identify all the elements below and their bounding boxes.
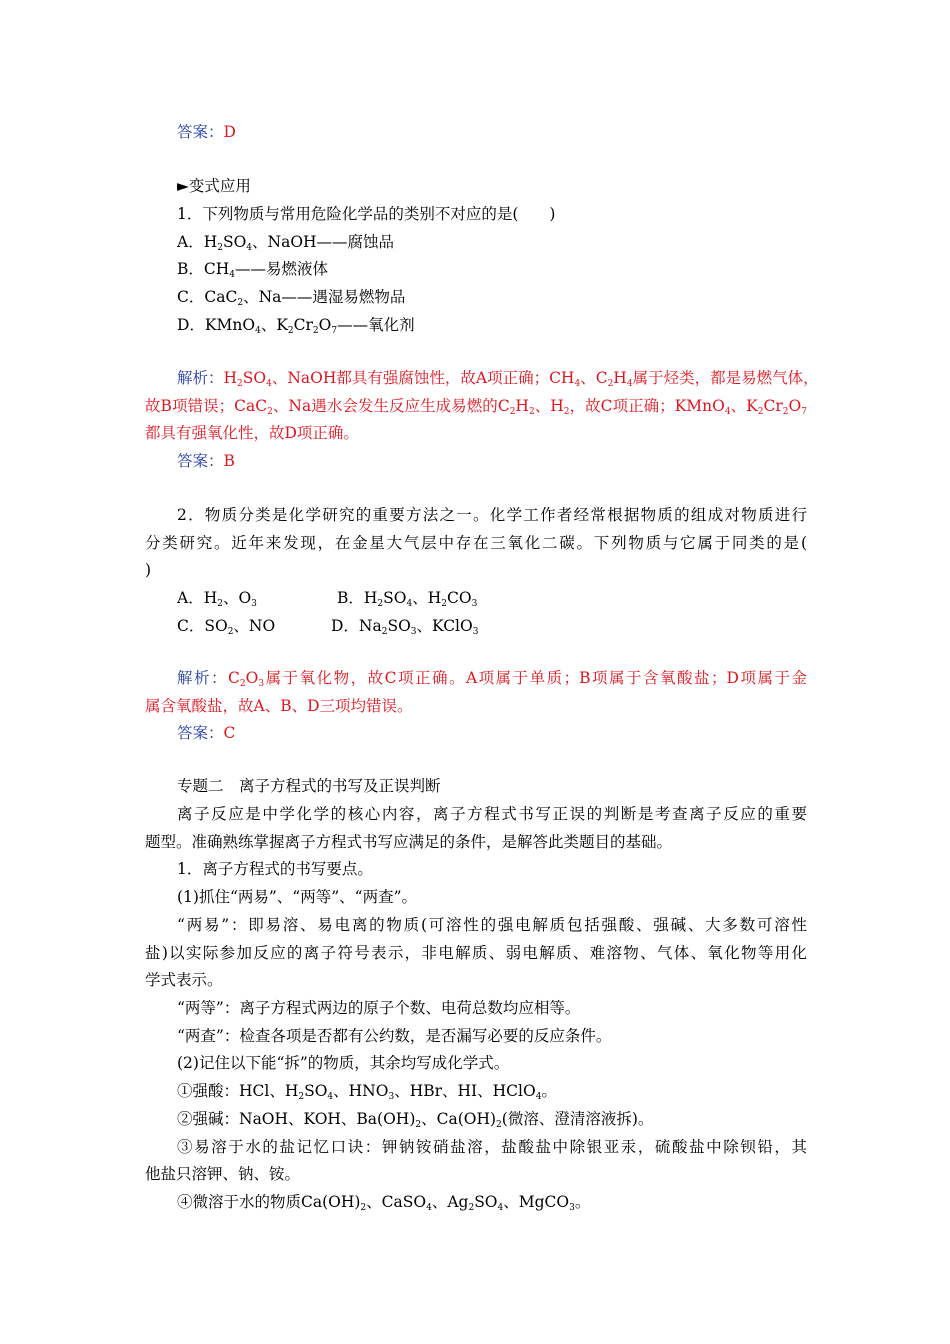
- q2-option-a: A．$H_2$、$O_3$: [177, 589, 257, 609]
- q1-answer: 答案：B: [177, 452, 235, 470]
- soluble-salts-line-1: ③易溶于水的盐记忆口诀：钾钠铵硝盐溶，盐酸盐中除银亚汞，硫酸盐中除钡铅，其: [177, 1138, 807, 1156]
- soluble-salts-line-2: 他盐只溶钾、钠、铵。: [145, 1165, 301, 1183]
- q1-explanation-line-3: 都具有强氧化性，故D项正确。: [145, 424, 359, 442]
- variant-heading: ►变式应用: [177, 177, 251, 195]
- sub-item-1: (1)抓住“两易”、“两等”、“两查”。: [177, 888, 418, 906]
- question-1-stem: 1．下列物质与常用危险化学品的类别不对应的是( ): [177, 205, 556, 223]
- slightly-soluble-line: ④微溶于水的物质$Ca(OH)_2$、CaSO$_4$、$Ag_2SO_4$、MgCO$_3$。: [177, 1193, 591, 1213]
- q2-answer: 答案：C: [177, 724, 236, 742]
- liangyi-line-2: 盐)以实际参加反应的离子符号表示，非电解质、弱电解质、难溶物、气体、氧化物等用化: [145, 944, 807, 962]
- q1-option-b: B．$CH_4——$易燃液体: [177, 260, 329, 280]
- strong-bases-line: ②强碱：NaOH、KOH、$Ba(OH)_2$、$Ca(OH)_2$(微溶、澄清溶液拆)。: [177, 1110, 654, 1130]
- topic-2-heading: 专题二 离子方程式的书写及正误判断: [177, 777, 441, 795]
- topic-2-paragraph-line-2: 题型。准确熟练掌握离子方程式书写应满足的条件，是解答此类题目的基础。: [145, 833, 673, 851]
- q2-option-d: D．$Na_2SO_3$、KClO$_3$: [331, 617, 479, 637]
- question-2-line-2: 分类研究。近年来发现，在金星大气层中存在三氧化二碳。下列物质与它属于同类的是(: [145, 534, 807, 552]
- liangdeng-line: “两等”：离子方程式两边的原子个数、电荷总数均应相等。: [177, 999, 581, 1017]
- q1-option-a: A．$H_2SO_4$、NaOH——腐蚀品: [177, 233, 395, 253]
- strong-acids-line: ①强酸：HCl、$H_2SO_4$、$HNO_3$、HBr、HI、HClO$_4$。: [177, 1082, 557, 1102]
- liangyi-line-3: 学式表示。: [145, 971, 223, 989]
- q2-explanation-line-2: 属含氧酸盐，故A、B、D三项均错误。: [145, 697, 413, 715]
- sub-item-2: (2)记住以下能“拆”的物质，其余均写成化学式。: [177, 1054, 510, 1072]
- q2-explanation-line-1: 解析：$C_2O_3$属于氧化物，故C项正确。A项属于单质；B项属于含氧酸盐；D项属于金: [177, 669, 807, 689]
- answer-line: 答案：D: [177, 123, 236, 141]
- q1-explanation-line-2: 故B项错误；CaC$_2$、Na遇水会发生反应生成易燃的$C_2H_2$、$H_2$，故C项正确；KMnO$_4$、$K_2Cr_2O_7$: [145, 397, 807, 417]
- topic-2-paragraph-line-1: 离子反应是中学化学的核心内容，离子方程式书写正误的判断是考查离子反应的重要: [177, 805, 807, 823]
- item-1-heading: 1．离子方程式的书写要点。: [177, 860, 373, 878]
- q1-option-d: D．KMnO$_4$、$K_2Cr_2O_7——$氧化剂: [177, 316, 415, 336]
- q1-option-c: C．CaC$_2$、Na——遇湿易燃物品: [177, 288, 406, 308]
- q2-option-c: C．$SO_2$、NO: [177, 617, 276, 637]
- q2-option-b: B．$H_2SO_4$、$H_2CO_3$: [337, 589, 478, 609]
- question-2-line-3: ): [145, 561, 152, 579]
- question-2-line-1: 2．物质分类是化学研究的重要方法之一。化学工作者经常根据物质的组成对物质进行: [177, 506, 807, 524]
- liangyi-line-1: “两易”：即易溶、易电离的物质(可溶性的强电解质包括强酸、强碱、大多数可溶性: [177, 916, 807, 934]
- liangcha-line: “两查”：检查各项是否都有公约数，是否漏写必要的反应条件。: [177, 1027, 612, 1045]
- q1-explanation-line-1: 解析：$H_2SO_4$、NaOH都具有强腐蚀性，故A项正确；$CH_4$、$C_2H_4$属于烃类，都是易燃气体，: [177, 369, 819, 389]
